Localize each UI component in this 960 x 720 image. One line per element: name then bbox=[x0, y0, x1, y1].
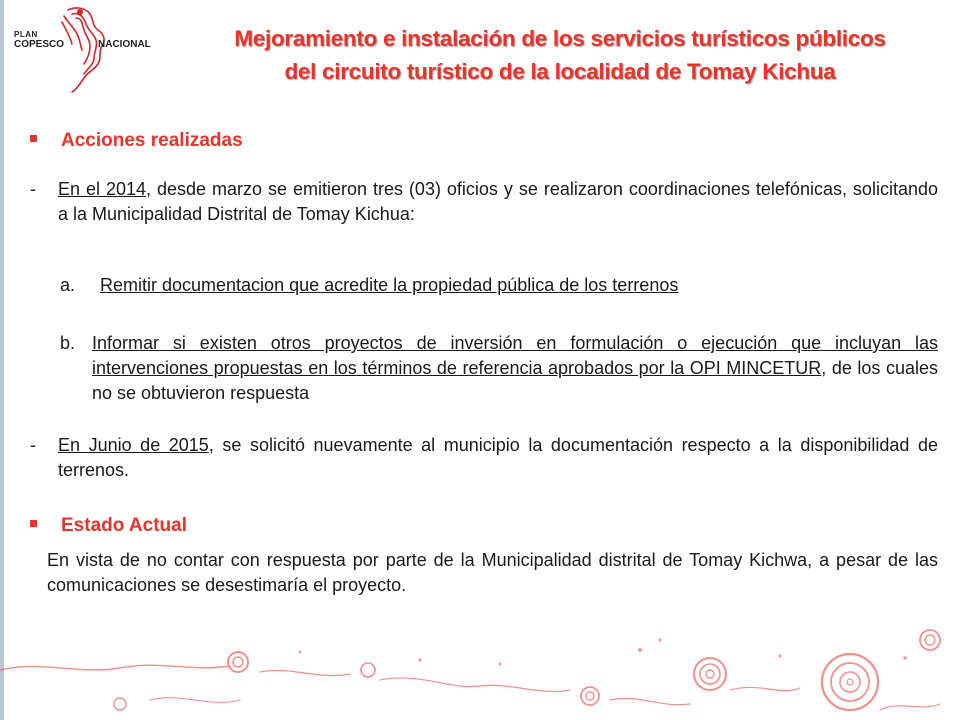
item1-paragraph bbox=[58, 177, 938, 227]
square-bullet-icon bbox=[30, 520, 37, 527]
sub-a-paragraph bbox=[100, 273, 940, 298]
item2-underlined: En Junio de 2015 bbox=[58, 435, 209, 455]
acciones-heading bbox=[30, 130, 243, 152]
sub-b-text: , de los cuales no se obtuvieron respuesta bbox=[92, 358, 938, 403]
title-line-1: Mejoramiento e instalación de los servicios turísticos públicos bbox=[234, 26, 886, 51]
estado-paragraph: En vista de no contar con respuesta por parte de la Municipalidad distrital de Tomay Kichwa, a pesar de las comunicaciones se desestimaría el proyecto. bbox=[47, 550, 938, 595]
decorative-swirls-icon bbox=[0, 600, 960, 720]
sub-b-underlined: Informar si existen otros proyectos de inversión en formulación o ejecución que incluyan las intervenciones propuestas en los términos de referencia aprobados por la OPI MINCETUR bbox=[92, 333, 938, 378]
sub-a-underlined: Remitir documentacion que acredite la propiedad pública de los terrenos bbox=[100, 275, 679, 295]
logo-nacional-text: NACIONAL bbox=[98, 39, 151, 50]
logo-copesco-text: COPESCO bbox=[14, 39, 65, 50]
plan-copesco-logo bbox=[6, 2, 166, 102]
slide-title bbox=[160, 22, 960, 88]
sub-b-paragraph bbox=[92, 331, 938, 406]
logo-plan-text: PLAN bbox=[14, 30, 38, 39]
estado-heading-text: Estado Actual bbox=[61, 515, 187, 536]
sub-a-marker: a. bbox=[60, 275, 76, 295]
item2-paragraph bbox=[58, 433, 938, 483]
estado-heading bbox=[30, 515, 187, 537]
acciones-heading-text: Acciones realizadas bbox=[61, 130, 243, 151]
item1-text: desde marzo se emitieron tres (03) oficios y se realizaron coordinaciones telefónicas, solicitando a la Municipalidad Distrital de Tomay Kichua: bbox=[58, 179, 938, 224]
sub-b-marker: b. bbox=[60, 333, 76, 353]
item2-text: , se solicitó nuevamente al municipio la documentación respecto a la disponibilidad de terrenos. bbox=[58, 435, 938, 480]
item1-dash: - bbox=[30, 179, 36, 199]
square-bullet-icon bbox=[30, 135, 37, 142]
peru-map-icon bbox=[6, 2, 166, 102]
item1-underlined: En el 2014, bbox=[58, 179, 152, 199]
title-line-2: del circuito turístico de la localidad de Tomay Kichua bbox=[284, 59, 836, 84]
item2-dash: - bbox=[30, 435, 36, 455]
